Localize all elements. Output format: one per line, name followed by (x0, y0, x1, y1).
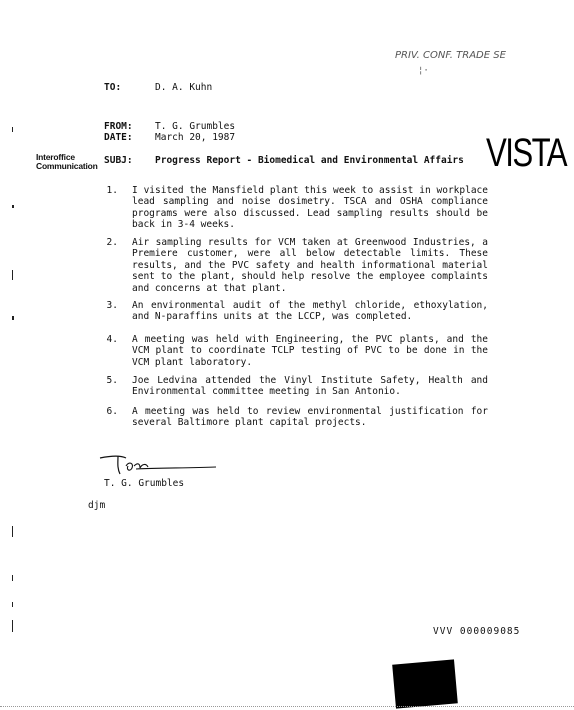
confidentiality-stamp (395, 50, 506, 61)
from-value: T. G. Grumbles (155, 121, 236, 132)
scan-mark (12, 127, 13, 132)
scan-mark (12, 575, 13, 581)
form-line-1: Interoffice (36, 152, 75, 162)
item-text: Air sampling results for VCM taken at Greenwood Industries, a Premiere customer, were all below detectable limits. These results, and the PVC safety and health informational material sent to the plant, should help resolve the employee complaints and concerns at that plant. (132, 237, 488, 294)
to-label: TO: (104, 82, 122, 93)
item-number: 6. (106, 406, 118, 417)
vista-logo: VISTA (486, 131, 567, 175)
scan-mark (12, 205, 14, 208)
date-label: DATE: (104, 132, 133, 143)
item-number: 4. (106, 334, 118, 345)
subj-value: Progress Report - Biomedical and Environmental Affairs (155, 155, 464, 166)
item-text: Joe Ledvina attended the Vinyl Institute Safety, Health and Environmental committee meeting in San Antonio. (132, 375, 488, 398)
item-number: 5. (106, 375, 118, 386)
stamp-text: PRIV. CONF. TRADE SE (395, 50, 506, 61)
from-label: FROM: (104, 121, 133, 132)
stamp-mark: ¦· (418, 66, 429, 76)
signature-name: T. G. Grumbles (104, 478, 185, 489)
item-number: 1. (106, 185, 118, 196)
scan-mark (12, 316, 14, 320)
date-value: March 20, 1987 (155, 132, 236, 143)
page-bottom-edge (0, 706, 574, 707)
item-text: An environmental audit of the methyl chloride, ethoxylation, and N-paraffins units at the LCCP, was completed. (132, 300, 488, 323)
scan-mark (12, 602, 13, 607)
redaction-block (392, 659, 458, 708)
bates-number: VVV 000009085 (433, 626, 521, 637)
item-number: 2. (106, 237, 118, 248)
scan-mark (12, 620, 13, 632)
typist-initials: djm (88, 500, 106, 511)
item-text: I visited the Mansfield plant this week to assist in workplace lead sampling and noise dosimetry. TSCA and OSHA compliance programs were also discussed. Lead sampling results should be back in 3-4 weeks. (132, 185, 488, 231)
item-text: A meeting was held with Engineering, the PVC plants, and the VCM plant to coordinate TCLP testing of PVC to be done in the VCM plant laboratory. (132, 334, 488, 368)
to-value: D. A. Kuhn (155, 82, 213, 93)
item-number: 3. (106, 300, 118, 311)
form-line-2: Communication (36, 161, 98, 171)
scan-mark (12, 526, 13, 537)
item-text: A meeting was held to review environmental justification for several Baltimore plant capital projects. (132, 406, 488, 429)
subj-label: SUBJ: (104, 155, 133, 166)
interoffice-communication-label (36, 153, 98, 171)
handwritten-signature (96, 452, 220, 478)
scan-mark (12, 270, 13, 280)
